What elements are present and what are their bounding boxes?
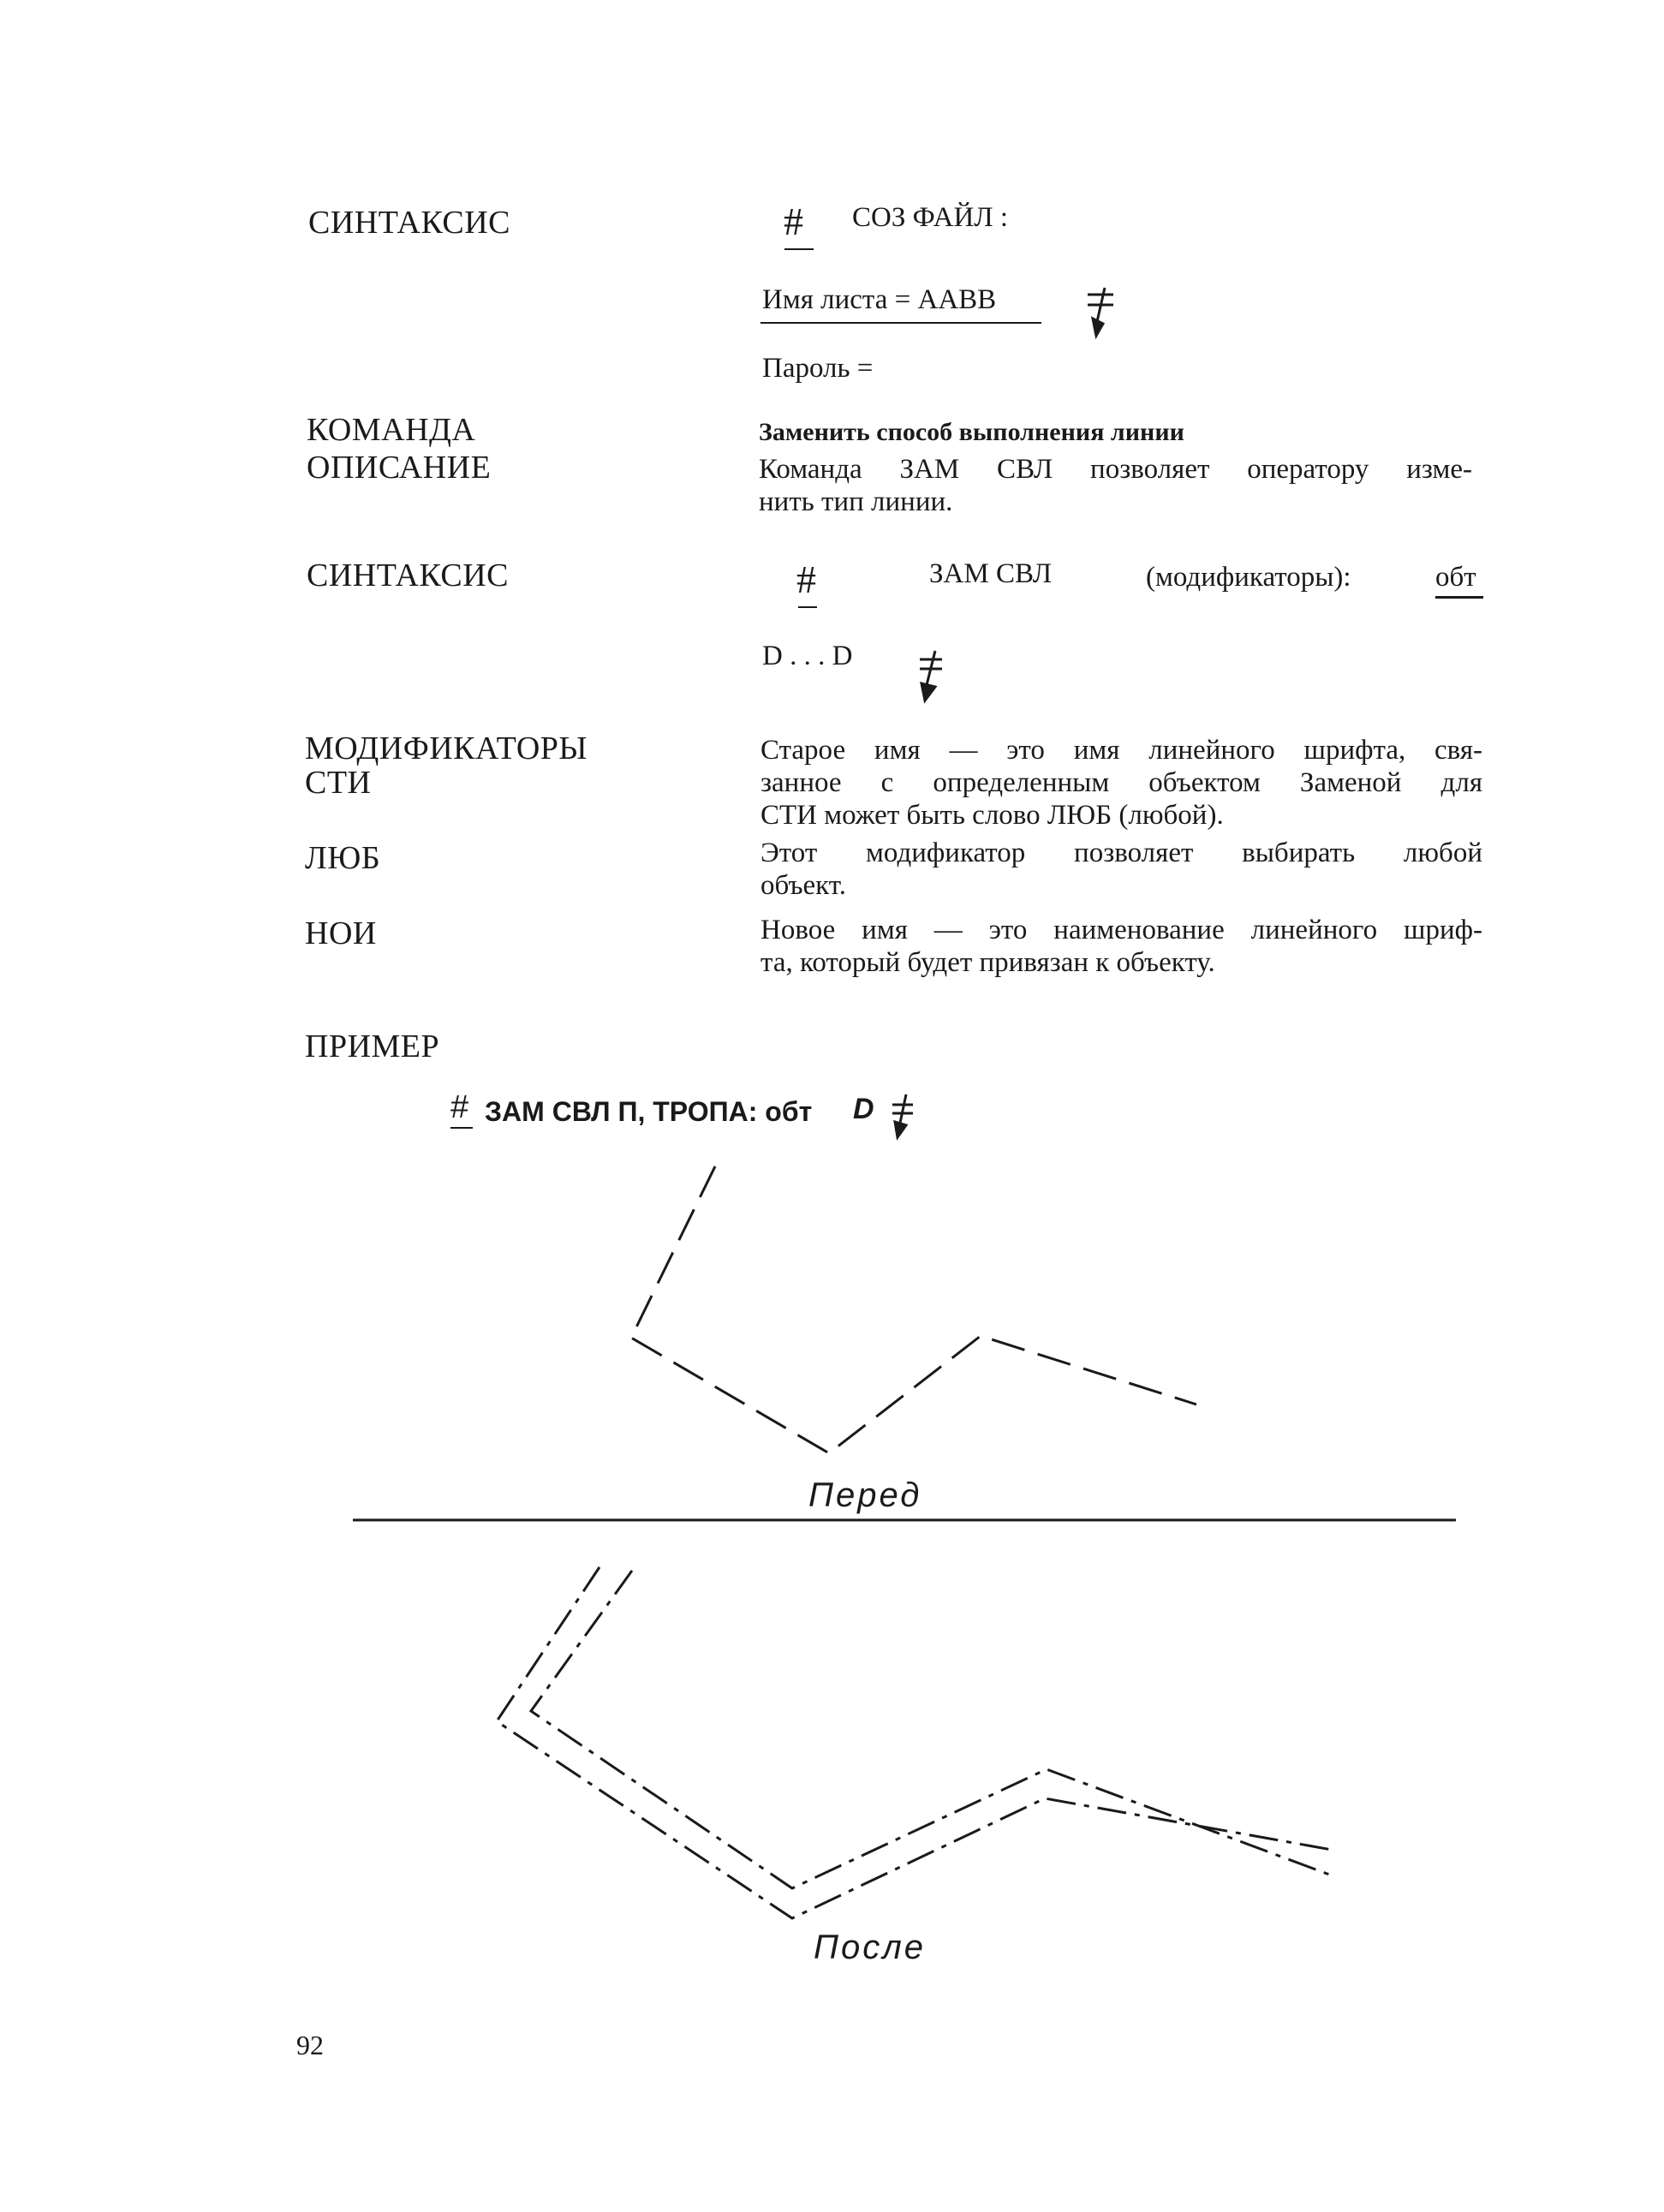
syntax-label-2: СИНТАКСИС (307, 557, 510, 593)
sti-line-1: Старое имя — это имя линейного шрифта, свя- (760, 735, 1482, 766)
syntax-label: СИНТАКСИС (308, 205, 511, 241)
terminator-mark-1 (1088, 288, 1113, 336)
before-caption: Перед (808, 1476, 922, 1514)
sti-label: СТИ (305, 765, 372, 801)
after-line-outer (497, 1567, 1332, 1918)
after-caption: После (814, 1929, 927, 1966)
example-label: ПРИМЕР (305, 1028, 440, 1064)
page-number: 92 (296, 2030, 324, 2060)
description-line-2: нить тип линии. (759, 486, 953, 517)
syntax-cmd: ЗАМ СВЛ (929, 558, 1053, 589)
lyub-line-1: Этот модификатор позволяет выбирать любой (760, 838, 1482, 868)
hash-symbol: # (784, 200, 803, 243)
syntax-modifiers: (модификаторы): (1146, 562, 1351, 593)
lyub-label: ЛЮБ (305, 840, 381, 876)
command-label: КОМАНДА (307, 412, 476, 448)
description-label: ОПИСАНИЕ (307, 450, 492, 486)
noi-line-1: Новое имя — это наименование линейного шриф- (760, 915, 1482, 945)
example-d: D (853, 1093, 874, 1125)
syntax-line-list-name: Имя листа = AABB (762, 284, 997, 315)
example-hash: # (450, 1089, 469, 1125)
lyub-line-2: объект. (760, 870, 846, 901)
syntax-command: СОЗ ФАЙЛ : (852, 202, 1009, 233)
before-dashed-line (631, 1166, 1196, 1453)
terminator-mark-3 (892, 1094, 913, 1137)
sti-line-3: СТИ может быть слово ЛЮБ (любой). (760, 800, 1224, 831)
syntax-obt: обт (1435, 562, 1476, 593)
modifiers-label: МОДИФИКАТОРЫ (305, 730, 588, 766)
example-command: ЗАМ СВЛ П, ТРОПА: обт (485, 1096, 813, 1127)
syntax-line-password: Пароль = (762, 353, 874, 384)
noi-label: НОИ (305, 915, 377, 951)
syntax-d-range: D . . . D (762, 641, 853, 671)
command-title: Заменить способ выполнения линии (759, 418, 1184, 446)
sti-line-2: занное с определенным объектом Заменой для (760, 767, 1482, 798)
after-line-inner (531, 1571, 1332, 1888)
description-line-1: Команда ЗАМ СВЛ позволяет оператору изме- (759, 454, 1472, 485)
noi-line-2: та, который будет привязан к объекту. (760, 947, 1215, 978)
hash-symbol-2: # (796, 557, 816, 601)
terminator-mark-2 (920, 651, 942, 701)
